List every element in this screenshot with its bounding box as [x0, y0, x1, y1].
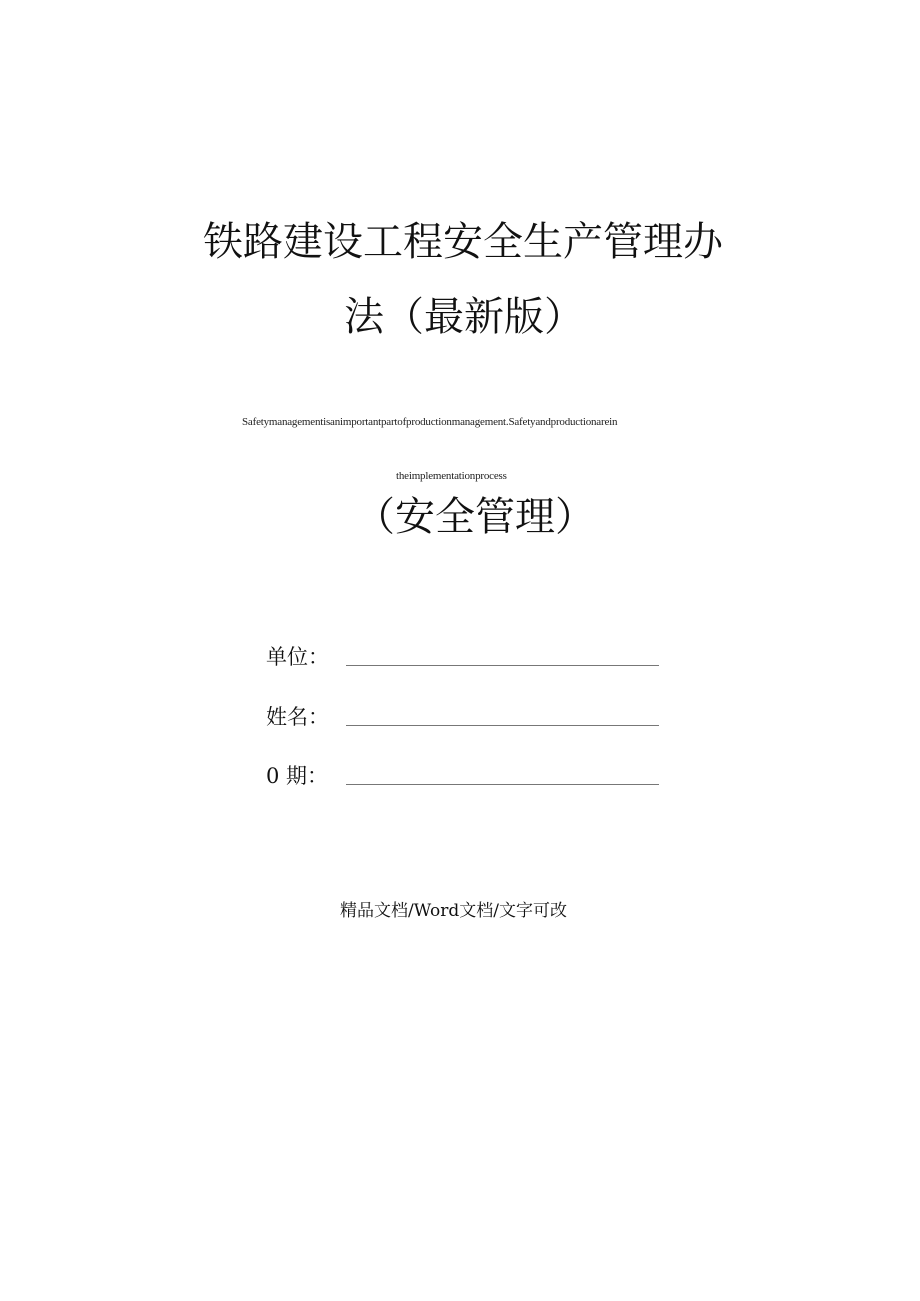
date-field-row	[266, 761, 666, 791]
unit-field-blank[interactable]	[346, 665, 659, 666]
english-subtitle-line-2: theimplementationprocess	[396, 470, 507, 482]
name-field-row	[266, 702, 666, 732]
document-title-line-2: 法（最新版）	[344, 294, 584, 340]
footer-note: 精品文档/Word文档/文字可改	[340, 901, 568, 921]
english-subtitle-line-1: Safetymanagementisanimportantpartofproductionmanagement.Safetyandproductionarein	[242, 416, 618, 428]
category-label: （安全管理）	[355, 494, 595, 540]
date-field-blank[interactable]	[346, 784, 659, 785]
unit-field-row	[266, 642, 666, 672]
document-title-line-1: 铁路建设工程安全生产管理办	[203, 219, 723, 265]
name-field-blank[interactable]	[346, 725, 659, 726]
date-field-label: 0 期：	[266, 764, 329, 788]
name-field-label: 姓名：	[266, 705, 329, 729]
unit-field-label: 单位：	[266, 645, 329, 669]
